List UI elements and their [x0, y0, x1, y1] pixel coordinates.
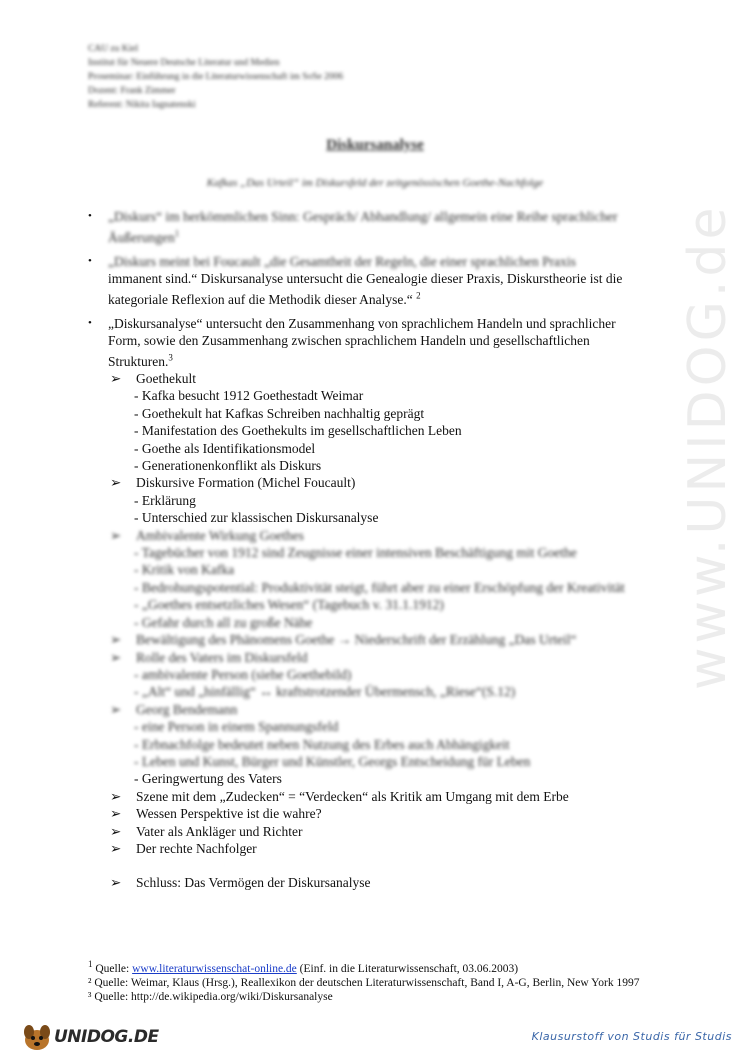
arrow-bullet-icon: ➢: [110, 632, 122, 648]
bullet-text: immanent sind.“ Diskursanalyse untersucht die Genealogie dieser Praxis, Diskurstheorie ist die kategoriale Reflexion auf die Methodik dieser Analyse.“ $^2$: [108, 271, 623, 307]
arrow-bullet-icon: ➢: [110, 527, 122, 543]
arrow-bullet-icon: ➢: [110, 806, 122, 822]
outline-subitem: - Kritik von Kafka: [134, 562, 235, 578]
arrow-bullet-icon: ➢: [110, 475, 122, 491]
outline-subitem: - Goethekult hat Kafkas Schreiben nachhaltig geprägt: [134, 405, 425, 421]
arrow-bullet-icon: ➢: [110, 371, 122, 386]
footnote-3: ³ Quelle: http://de.wikipedia.org/wiki/Diskursanalyse: [88, 990, 333, 1003]
bullet-item: [88, 253, 648, 309]
page-subtitle: Kafkas „Das Urteil“ im Diskursfeld der zeitgenössischen Goethe-Nachfolge: [206, 177, 544, 189]
outline-subitem: - Manifestation des Goethekults im gesellschaftlichen Leben: [134, 423, 462, 439]
arrow-bullet-icon: ➢: [110, 875, 122, 891]
arrow-bullet-icon: ➢: [110, 649, 122, 665]
outline-item: [110, 788, 670, 805]
outline-item: [110, 474, 670, 491]
outline-item-text: Wessen Perspektive ist die wahre?: [136, 806, 322, 822]
outline-item-text: Der rechte Nachfolger: [136, 840, 257, 856]
logo-text: UNIDOG.DE: [54, 1027, 159, 1047]
outline-subitem: - „Goethes entsetzliches Wesen“ (Tagebuch v. 31.1.1912): [134, 597, 444, 613]
outline-item-text: Ambivalente Wirkung Goethes: [136, 527, 304, 543]
bullet-text: „Diskurs“ im herkömmlichen Sinn: Gespräch/ Abhandlung/ allgemein eine Reihe sprachlicher Äußerungen$^1$: [108, 209, 618, 245]
bullet-text: „Diskursanalyse“ untersucht den Zusammenhang von sprachlichem Handeln und sprachlicher Form, sowie den Zusammenhang zwischen sprachlichem Handeln und gesellschaftlichen Strukturen.$^3$: [108, 315, 616, 369]
arrow-bullet-icon: ➢: [110, 788, 122, 804]
outline-section: [110, 770, 670, 891]
outline-section-blurred: [110, 527, 670, 771]
outline-item-text: Bewältigung des Phänomens Goethe → Niederschrift der Erzählung „Das Urteil“: [136, 632, 577, 648]
outline-item: [110, 874, 670, 891]
outline-subitem: - Tagebücher von 1912 sind Zeugnisse einer intensiven Beschäftigung mit Goethe: [134, 545, 577, 561]
outline-list: [110, 370, 670, 892]
footnote-2: ² Quelle: Weimar, Klaus (Hrsg.), Reallexikon der deutschen Literaturwissenschaft, Band I, A-G, Berlin, New York 1997: [88, 976, 640, 989]
arrow-bullet-icon: ➢: [110, 701, 122, 717]
outline-subitem: - Geringwertung des Vaters: [134, 771, 282, 787]
outline-item-text: Goethekult: [136, 371, 196, 386]
header-line: Proseminar: Einführung in die Literaturwissenschaft im SoSe 2006: [88, 72, 344, 82]
page-title: Diskursanalyse: [326, 137, 424, 153]
header-line: Institut für Neuere Deutsche Literatur und Medien: [88, 58, 280, 68]
outline-subitem: - Unterschied zur klassischen Diskursanalyse: [134, 510, 379, 526]
header-line: Dozent: Frank Zimmer: [88, 86, 176, 96]
bullet-dot-icon: •: [88, 254, 92, 267]
outline-subitem: - „Alt“ und „hinfällig“ ↔ kraftstrotzender Übermensch, „Riese“(S.12): [134, 684, 516, 700]
outline-subitem: - Gefahr durch all zu große Nähe: [134, 614, 313, 630]
outline-item-text: Vater als Ankläger und Richter: [136, 823, 303, 839]
outline-item: [110, 370, 670, 387]
bullet-dot-icon: •: [88, 316, 92, 329]
outline-item-text: Schluss: Das Vermögen der Diskursanalyse: [136, 875, 371, 891]
outline-subitem: - Leben und Kunst, Bürger und Künstler, Georgs Entscheidung für Leben: [134, 753, 531, 769]
footer-slogan: Klausurstoff von Studis für Studis: [531, 1030, 732, 1043]
arrow-bullet-icon: ➢: [110, 840, 122, 856]
outline-gap: [110, 857, 670, 874]
outline-subitem: - Erbnachfolge bedeutet neben Nutzung des Erbes auch Abhängigkeit: [134, 736, 510, 752]
intro-bullets: [88, 208, 648, 377]
header-line: Referent: Nikita Iagnatenski: [88, 100, 196, 110]
outline-section: [110, 370, 670, 527]
unidog-logo[interactable]: [20, 1022, 159, 1052]
outline-subitem: - Generationenkonflikt als Diskurs: [134, 458, 322, 474]
outline-item: [110, 823, 670, 840]
outline-subitem: - Bedrohungspotential: Produktivität steigt, führt aber zu einer Erschöpfung der Kreativität: [134, 579, 625, 595]
footnote-link[interactable]: www.literaturwissenschat-online.de: [132, 962, 297, 975]
dog-icon: [20, 1022, 54, 1052]
outline-subitem: - Kafka besucht 1912 Goethestadt Weimar: [134, 388, 364, 404]
arrow-bullet-icon: ➢: [110, 823, 122, 839]
outline-item: [110, 805, 670, 822]
outline-item-text: Diskursive Formation (Michel Foucault): [136, 475, 356, 491]
outline-item: [110, 840, 670, 857]
outline-item-text: Rolle des Vaters im Diskursfeld: [136, 649, 308, 665]
outline-item: [110, 649, 670, 666]
header-line: CAU zu Kiel: [88, 44, 139, 54]
outline-item: [110, 631, 670, 648]
document-header: [88, 42, 343, 112]
outline-subitem: - Goethe als Identifikationsmodel: [134, 440, 316, 456]
watermark-text: www.UNIDOG.de: [678, 203, 738, 690]
bullet-text-blurred: „Diskurs meint bei Foucault „die Gesamtheit der Regeln, die einer sprachlichen Praxis: [108, 253, 576, 269]
footnote-1: $^1$ Quelle: www.literaturwissenschat-online.de (Einf. in die Literaturwissenschaft, 03.06.2003): [88, 959, 519, 975]
bullet-item: [88, 208, 648, 247]
outline-item-text: Georg Bendemann: [136, 701, 238, 717]
bullet-item: [88, 315, 648, 371]
outline-subitem: - eine Person in einem Spannungsfeld: [134, 719, 339, 735]
footnotes: [88, 957, 658, 1004]
outline-subitem: - Erklärung: [134, 492, 196, 508]
outline-item: [110, 527, 670, 544]
outline-item-text: Szene mit dem „Zudecken“ = “Verdecken“ als Kritik am Umgang mit dem Erbe: [136, 788, 569, 804]
outline-item: [110, 701, 670, 718]
bullet-dot-icon: •: [88, 210, 92, 222]
outline-subitem: - ambivalente Person (siehe Goethebild): [134, 666, 352, 682]
